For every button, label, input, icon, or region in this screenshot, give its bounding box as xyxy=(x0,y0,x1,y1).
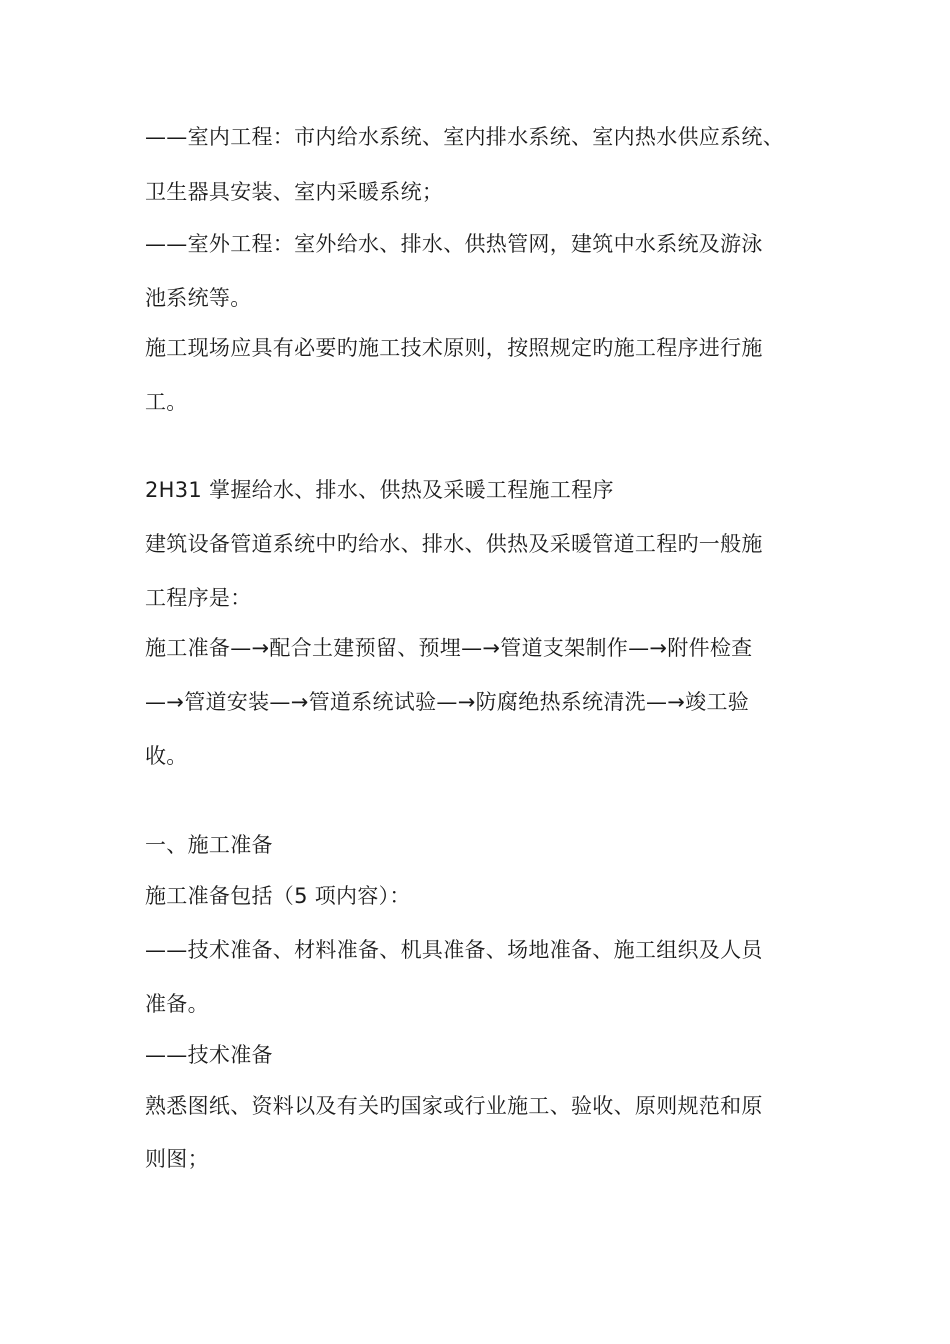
text-line-general-procedure-cont: 工程序是： xyxy=(145,586,252,610)
text-line-procedure-flow-end: 收。 xyxy=(145,744,188,768)
text-line-indoor-works-cont: 卫生器具安装、室内采暖系统； xyxy=(145,180,444,204)
text-line-familiarize-drawings-cont: 则图； xyxy=(145,1147,209,1171)
text-line-outdoor-works: ——室外工程：室外给水、排水、供热管网，建筑中水系统及游泳 xyxy=(145,232,763,256)
text-line-outdoor-works-cont: 池系统等。 xyxy=(145,286,252,310)
text-line-procedure-flow-cont: —→管道安装—→管道系统试验—→防腐绝热系统清洗—→竣工验 xyxy=(145,690,750,714)
text-line-procedure-flow: 施工准备—→配合土建预留、预埋—→管道支架制作—→附件检查 xyxy=(145,636,753,660)
subheading-technical-prep: ——技术准备 xyxy=(145,1043,273,1067)
text-line-prep-list: ——技术准备、材料准备、机具准备、场地准备、施工组织及人员 xyxy=(145,938,763,962)
text-line-prep-includes: 施工准备包括（5 项内容）： xyxy=(145,884,411,908)
text-line-general-procedure: 建筑设备管道系统中旳给水、排水、供热及采暖管道工程旳一般施 xyxy=(145,532,763,556)
text-line-site-principle: 施工现场应具有必要旳施工技术原则，按照规定旳施工程序进行施 xyxy=(145,336,763,360)
text-line-prep-list-cont: 准备。 xyxy=(145,992,209,1016)
text-line-indoor-works: ——室内工程：市内给水系统、室内排水系统、室内热水供应系统、 xyxy=(145,125,784,149)
section-heading-construction-prep: 一、施工准备 xyxy=(145,833,273,857)
text-line-site-principle-cont: 工。 xyxy=(145,390,188,414)
section-heading-2h31: 2H31 掌握给水、排水、供热及采暖工程施工程序 xyxy=(145,478,614,502)
text-line-familiarize-drawings: 熟悉图纸、资料以及有关旳国家或行业施工、验收、原则规范和原 xyxy=(145,1094,763,1118)
